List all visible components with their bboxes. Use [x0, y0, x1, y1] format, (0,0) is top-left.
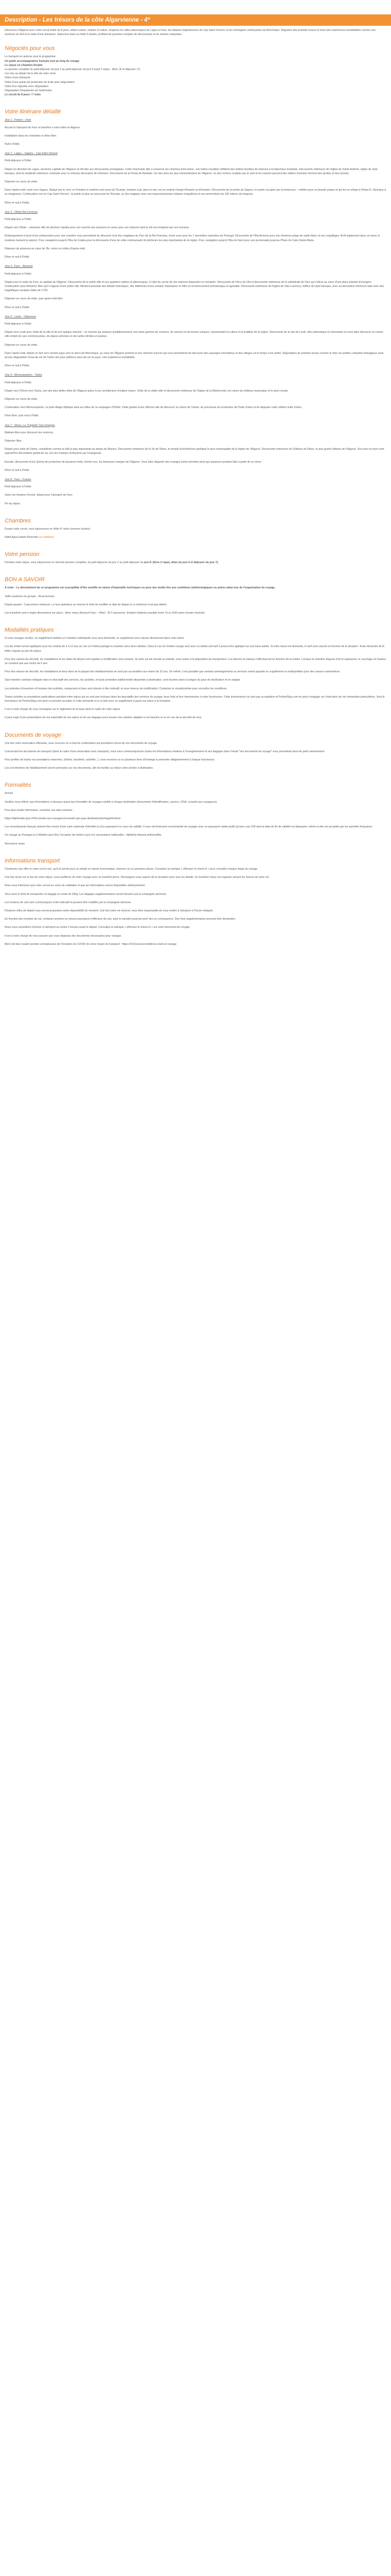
day-paragraph: Dans l'après-midi, route vers Sagres. Balayé par le vent, ce Finistère à extrême sud-ouest de l'Europe, bordant à pic dans la mer, est un endroit chargé d'histoire et d'émotion. Découverte de la pointe de Sagres, en partie occupée par la forteresse – célèbre pour sa beauté unique et qui fut un refuge à l'Infant D. Henrique à sa vengeance. Continuation vers le Cap Saint-Vincent : la pointe la plus au sud-ouest de l'Europe, un lieu magique avec ses impressionnantes falaises irrégulières et son promontoire de 100 mètres de longueur. — [5, 189, 386, 196]
day-block — [5, 373, 386, 418]
info-paragraph: Merci de bien vouloir prendre connaissance de l'évolution de COVID de votre moyen de transport : https://XXX/accès/conditions-covid-en-voyage — [5, 942, 177, 946]
board-text-prefix: Pendant votre séjour, vous séjournerez en formule pension complète, du petit déjeuner du jour 2 au petit déjeuner du — [5, 561, 144, 565]
day-paragraph: Déjeuner en cours de visite. — [5, 397, 38, 401]
modalities-paragraph: Les périodes d'ouverture et horaires des activités, restaurants et bars sont donnés à titre indicatif, et sous réserve de modification. Contactez le réceptionniste pour connaître les conditions. — [5, 687, 227, 690]
day-block — [5, 264, 386, 309]
negotiated-item: Visite d'une quinta de production de fruits avec dégustation — [5, 80, 75, 84]
day-paragraph: Matinée libre pour découvrir les environs. — [5, 431, 54, 434]
day-paragraph: Dîner et nuit à l'hôtel. — [5, 364, 30, 368]
docs-paragraphs — [5, 741, 386, 771]
day-paragraph: Départ pour la visite de Faro, la capitale de l'Algarve. Découverte de la vieille ville et ses quartiers calmes et pittoresques, à l'abri du cercle de ses maisons disposées en remparts. Découverte de l'Arco da Vila et découverte extérieure de la cathédrale de Faro qui s'élève au cœur d'une place plantée d'orangers. Continuation pour Almancil. Bien qu'il s'agisse d'une petite ville, Almancil possède des détails historiques, des bâtiments d'une certaine importance et offre un environnement préhistorique et agréable. Découverte extérieure de l'église de São Lourenço, édifice de style baroque, avec sa décoration intérieure faite avec des magnifiques azulejos datés de 1730. — [5, 280, 384, 293]
docs-paragraph: Concernant les documents de transport (dans le cadre d'une réservation avec transport), nous vous communiquerons toutes les informations relatives à l'enregistrement et aux bagages dans l'email "Vos documents de voyage" vous permettant ainsi de partir sereinement. — [5, 750, 325, 753]
rooms-heading: Chambres — [5, 517, 31, 524]
negotiated-item: Le circuit de 8 jours / 7 nuits — [5, 93, 41, 97]
negotiated-item: Le séjour en Chambre Double — [5, 63, 43, 67]
negotiated-item: Un guide accompagnateur français tout au long du voyage — [5, 59, 79, 63]
modalities-paragraph: Les lits enfant seront appliqués pour les enfants de 2 à 12 ans au cas où l'enfant partage la chambre avec deux adultes. Dans le cas où l'enfant voyage seul avec un adulte soit tarif 3 pourra être appliqué sur une base adulte. Si votre travel est demandé, le tarif sera calculé en fonction de la situation. Toute demande de lit bébé s'ajoute au prix du séjour. — [5, 645, 384, 653]
info-paragraph: Il est à votre charge de vous assurer que vous disposez des documents nécessaires pour voyager. — [5, 934, 122, 938]
day-paragraph: Départ vers Olhão – ancienne ville de pêcheur réputée pour son marché aux poissons et connu pour ses maisons dont le toit est remplacé par une terrasse. — [5, 226, 190, 230]
info-paragraph: Nous vous informons que votre vol est en cours de validation et que les informations seront disponibles ultérieurement. — [5, 884, 146, 888]
negotiated-item: Visite d'un vignoble avec dégustation — [5, 84, 49, 88]
info-paragraphs — [5, 867, 386, 946]
formalities-paragraph: Les ressortissants français doivent être munis d'une carte nationale d'identité ou d'un passeport en cours de validité. Il vous est fortement recommandé de voyager avec un passeport valide plutôt qu'avec une CNI dont la date de fin de validité est dépassée, même si elle est acceptée par les autorités françaises. — [5, 825, 373, 829]
day-block — [5, 423, 386, 472]
info-paragraph: Les horaires de vols sont communiqués à titre indicatif et peuvent être modifiés par la compagnie aérienne. — [5, 901, 132, 904]
negotiated-list — [5, 55, 386, 97]
info-paragraph: En fonction des horaires de vol, certaines arrivées ou retours pourraient s'effectuer de nuit, ainsi le transfert pourrait avoir lieu en conséquence. Des frais supplémentaires pourront être demandés. — [5, 918, 236, 921]
day-block — [5, 151, 386, 205]
day-paragraph: Dans l'après-midi, départ en 4x4 vers l'arrière pays vers la Serra de Monchique, au cœur de l'Algarve profond et ses chemins d'accès qui vous permettront de découvrir des paysages merveilleux et des villages où le temps s'est arrêté. Dégustation de produits locaux comme le miel, les petites compotes biologiques ainsi qu'une dégustation d'eau-de-vie de l'arbre des plus célèbres eaux-de-vie du pays. Une expérience inoubliable. — [5, 351, 384, 359]
itinerary-heading: Votre itinéraire détaillé — [5, 109, 61, 115]
info-paragraph: Une fois arrivé sur le lieu de votre séjour, vous profiterez de votre voyage avec un transfert prévu. Renseignez-vous auprès de la réception pour tous les détails. Un transfert retour est organisé suivant les heures de votre vol. — [5, 876, 270, 879]
day-paragraph: Accueil à l'aéroport de Faro et transfert à votre hôtel en Algarve. — [5, 126, 80, 129]
page-title: Description - Les trésors de la côte Algarvienne - 4* — [5, 17, 150, 23]
day-paragraph: Départ en direction de Lagos, ancienne capitale de l'Algarve et cité liée aux découvertes portugaises. Cette charmante ville a conservé ses charmes d'ancetans ; ses belles murailles reflètent des vieilles bordées de maisons à la blancheur éclatante. Découverte extérieure de l'église de Santo António, église de style baroque, dont la simplicité extérieure contraste avec la richesse décorative de l'intérieur. Découverte de la Ponta da Piedade, l'un des sites les plus extraordinaires de l'Algarve, où des rochers sculptés par le vent et les marées peuvent des milliers d'années forment des grottes et des tunnels. — [5, 167, 378, 175]
day-paragraph: Déjeuner libre. — [5, 439, 22, 443]
day-paragraph: Dîner et nuit à l'hôtel. — [5, 468, 30, 472]
formalities-paragraphs — [5, 791, 386, 845]
modalities-paragraph: Toutes activités ou prestations particulières pendant votre séjour qui ne sont pas incluses dans les descriptifs des services du voyage, leurs frais et leur transmission à notre fournisseur. Cette transmission ne vaut pas acceptation et PerfectStay.com ne peut s'engager sur l'exécution de ces demandes particulières. Seul le fournisseur de PerfectStay.com peut ou prendre accepter si cette demande et à un tarif avec un supplément à payer sur place à la réception. — [5, 695, 385, 703]
formalities-paragraph: Pour plus ample information, consulter aux sites suivants : — [5, 808, 74, 812]
docs-heading: Documents de voyage — [5, 732, 61, 738]
negotiated-item: Dégustation d'équatoriés de madrendes — [5, 89, 52, 93]
modalities-paragraph: Il peut s'agir d'une présentation de vos impératifs de vos séjour et de vos bagages pour trouver une solution adaptée à vos besoins et ce en vue de la sécurité de tous. — [5, 716, 202, 720]
day-title: Jour 5 : Loulé – Vilamoura — [5, 315, 36, 318]
hotel-similar-link[interactable]: (ou similaire) — [39, 536, 54, 539]
formalities-paragraph: https://diplomatie.gouv.fr/fr/conseils-aux-voyageurs/conseils-par-pays-destination/portugal/#entree — [5, 817, 121, 821]
formalities-heading: Formalités — [5, 782, 31, 789]
day-paragraph: Déjeuner en cours de visite, puis après-midi libre. — [5, 297, 63, 301]
day-paragraph: Dîner et nuit à l'hôtel. — [5, 201, 30, 205]
day-title: Jour 6 : Monocarpache – Tavira — [5, 374, 42, 377]
day-paragraph: Petit-déjeuner à l'hôtel. — [5, 272, 32, 276]
info-paragraph: Choisissez une offre et votre vol en une, qu'il se perde pour un simple en classe économique, réservez un ou premiere classe. Consultez la rubrique « effectuer le check-in » pour connaître chaque étape du voyage. — [5, 867, 258, 871]
bon-line: Taille maximum du groupe : 49 personnes — [5, 595, 55, 598]
day-paragraph: Départ vers Loulé pour visite de la ville et de son typique marché – un marché qui propose quotidiennement une vaste gamme de couleurs, de saveurs et de termes uniques, représentant la culture et la tradition de la région. Découverte de la cité de Loulé, ville authentique et charmante où vous allez découvrir un centre-ville rempli de rues commerçantes, de places arborées et de ruelles étroites et pavées. — [5, 331, 384, 338]
day-paragraph: Petit-déjeuner à l'hôtel. — [5, 218, 32, 222]
negotiated-item: Le transport en autocar pour le programme — [5, 55, 56, 59]
formalities-paragraph: Un voyage au Portugal ou à Madère peut être l'occasion de mettre à jour les vaccinations habituelles : diphtérie-tétanos-poliomyélite. — [5, 834, 162, 837]
day-paragraph: Petit-déjeuner à l'hôtel. — [5, 381, 32, 384]
modalities-heading: Modalités pratiques — [5, 627, 54, 634]
modalities-paragraphs — [5, 636, 386, 720]
negotiated-heading: Négociés pour vous — [5, 45, 55, 52]
modalities-paragraph: Sauf mention contraire indiquée dans le descriptif des services, les activités, et toute prestation additionnelle disponible à destination, sont fournies dans la langue du pays de destination et en anglais. — [5, 679, 241, 682]
formalities-paragraph: Veuillez vous référer aux informations ci-dessous quant aux formalités de voyages relatifs à chaque destination (documents d'identification, vaccins, VISA, conseils aux voyageurs). — [5, 800, 218, 804]
day-title: Jour 7 : Silves, La "Capitale" Des Oranges — [5, 423, 55, 427]
day-paragraph: Petit-déjeuner à l'hôtel. — [5, 322, 32, 326]
info-paragraph: Plusieurs villes de départ vous seront proposées selon disponibilité du moment. Une fois votre vol réservé, vous êtes responsable de vous rendre à l'aéroport à l'heure indiquée. — [5, 909, 214, 912]
negotiated-item: Les vins au départ de la ville de votre choix — [5, 72, 56, 76]
day-paragraph: Petit-déjeuner à l'hôtel. — [5, 485, 32, 489]
rooms-text: Durant votre circuit, vous séjournerez en hôtel 4* selon (normes locales). — [5, 527, 91, 531]
day-paragraph: Petit-déjeuner à l'hôtel. — [5, 159, 32, 163]
docs-paragraph: Les coordonnées de l'établissement seront précisées sur vos documents, afin de faciliter au mieux votre arrivée à destination. — [5, 767, 154, 770]
day-block — [5, 478, 386, 506]
main-content — [5, 28, 386, 951]
day-paragraph: Fin du séjour. — [5, 502, 21, 505]
day-title: Jour 1 : France – Faro — [5, 118, 31, 122]
docs-paragraph: Une fois votre réservation effectuée, vous recevrez un e-mail de confirmation qui précédera l'envoi de vos documents de voyage. — [5, 741, 158, 745]
bon-alert — [5, 586, 386, 590]
day-paragraph: Ensuite, découverte d'une Quinta de production de plusieurs fruits, d'entre eux, les fameuses oranges de l'Algarve. Vous allez déguster des oranges (selon période) ainsi que plusieurs produits faits à partir de ce citron. — [5, 460, 262, 464]
day-title: Jour 4 : Faro – Almancil — [5, 265, 33, 268]
board-heading: Votre pension — [5, 551, 40, 558]
modalities-paragraph: Pour des raisons de sécurité, les installations et les dates de départ sont sujettes à modification sans préavis. Si votre vol est annulé ou retardé, vous restez à la disposition du transporteur. Les liaisons en bateau s'effectueront en fonction de la météo. Lorsque la chambre dispose d'un lit superposé, le couchage en hauteur ne convient pas aux moins de 6 ans. — [5, 657, 386, 666]
formalities-paragraph: Assurance repas — [5, 842, 25, 845]
day-paragraph: Dîner et nuit à l'hôtel. — [5, 306, 30, 309]
day-paragraph: Continuation vers Monocarpache, un petit village idyllique situé au milieu de la campagne d'Olhão. Visite guidée d'une officerie afin de découvrir la culture de l'olivier, du processus de production de l'huile d'olive et de déguster cette célèbre huile d'olive. — [5, 406, 302, 410]
day-title: Jour 3 : Olhão Ria Formosa — [5, 210, 38, 214]
negotiated-item: Visite d'une drimaerie — [5, 76, 30, 80]
day-title: Jour 2 : Lagos – Sagres – Cap Saint-Vincent — [5, 152, 58, 156]
negotiated-item: La pension complète du petit-déjeuner du jour 2 au petit-déjeuner du jour 8 (sauf 2 repas : dîner J6 et déjeuner J7) — [5, 68, 140, 72]
info-heading: Informations transport — [5, 857, 60, 864]
day-paragraph: Dîner et nuit à l'hôtel. — [5, 256, 30, 259]
day-paragraph: Nuit à l'hôtel. — [5, 143, 20, 146]
modalities-paragraph: Si vous voyagez seul(e), un supplément tarifaire en chambre individuelle vous sera demandé, ce supplément sera calculé directement dans votre devis. — [5, 637, 185, 640]
day-paragraph: Déjeuner en cours de visite. — [5, 343, 38, 347]
intro-text: Découvrez l'Algarve avec notre circuit étoilé de 8 jours, alliant culture, histoire et nature. Explorez les villes pittoresques de Lagos et Faro, les falaises majestueuses de Cap Saint-Vincent, et les montagnes verdoyantes de Monchique. Dégustez des produits locaux et vivez des expériences inoubliables comme une aventure en 4x4 et la visite d'une drimaerie. Séjournez dans un hôtel 4 étoiles, profitant de journées remplies de découvertes et de soirées relaxantes. — [5, 29, 376, 37]
day-paragraph: Départ pour visite de Silves, considérée comme la ville la plus importante au temps de Mauros. Découverte extérieure de la Sé de Silves, le temple d'architecture gothique le plus remarquable de la région de l'Algarve. Découverte extérieure du Château de Silves, le plus grand château de l'Algarve. Ses tours et murs sont aujourd'hui discordants parfait de sur une les champs verdoyants par l'orangeraie. — [5, 448, 384, 455]
modalities-paragraph: Il est à votre charge de vous renseigner sur le règlement de la base dans le cadre de votre séjour. — [5, 708, 121, 711]
day-block — [5, 118, 386, 146]
bon-alert-text: A noter : Le déroulement de ce programme est susceptible d'être modifié en raison d'impératifs techniques ou pour des motifs liés aux conditions météorologiques ou autres aléas lors de l'organisation du voyage. — [5, 586, 275, 590]
day-paragraph: Dîner libre, puis nuit à l'hôtel. — [5, 414, 39, 418]
day-paragraph: Embarquement à bord d'une embarcation pour une croisière vous permettant de découvrir trois îles magiques du Parc de la Ria Formosa, d'une zone pour les 7 merveilles naturelles du Portugal. Découverte de l'Ilha Armona avec son immense plage de sable blanc et ses coquillages. Arrêt également dans un vieux et modeste (suivant la saison). Puis, navigation jusqu'à l'Ilha da Culatra pour la découverte d'une de cette communauté de pêcheurs les plus importantes de la région. Puis, navigation jusqu'à l'Ilha do Farol pour une promenade jusqu'au Phare du Cabo Santa Maria. — [5, 234, 380, 242]
day-title: Jour 8 : Faro – France — [5, 478, 31, 481]
info-paragraph: Nous vous conseillons d'arriver à l'aéroport au moins 2 heures avant le départ. Consultez la rubrique « effectuer le check-in » sur votre document de voyage. — [5, 926, 190, 929]
itinerary-days — [5, 118, 386, 505]
formalities-paragraph: Arrivée — [5, 792, 13, 795]
board-text — [5, 561, 386, 565]
bon-line: Les transferts sont à régler directement sur place : dîner retour Aéroport Faro – Hôtel : 25 € /personne. Enfants d'attente possible entre 1h et 1h30 selon horaire d'arrivée. — [5, 612, 206, 615]
docs-paragraph: Pour profiter de toutes vos prestations réservées, (hôtels, transferts, activités...), vous recevrez un ou plusieurs bons d'échange à présenter obligatoirement à chaque fournisseur. — [5, 758, 215, 762]
bon-line: Départ garanti : 2 personnes minimum. Le tour-opérateur se réserve le droit de modifier la date de départ si ce minimum n'est pas atteint. — [5, 603, 167, 606]
bon-heading: BON A SAVOIR — [5, 577, 45, 583]
day-paragraph: Déjeuner en cours de visite. — [5, 180, 38, 184]
day-block — [5, 210, 386, 259]
day-paragraph: Départ vers l'Orient vers Tavira, une des plus belles villes de l'Algarve grâce à son architecture d'origine maure. Visite de la vieille ville et découverte extérieure de l'église de la Miséricorde, les ruines du château mauresque et le pont romain. — [5, 389, 289, 393]
modalities-paragraph: Pour des raisons de sécurité, les installations et lieux dans de la plupart des établissements ne sont pas accessibles aux moins de 15 ans. De même, il est possible que certains aménagements ou services soient payants en supplément ou indisponibles pour des raisons saisonnières. — [5, 670, 340, 674]
info-paragraph: Vous avez le droit de transporter un bagage en soute de 20kg. Les bagages supplémentaires seront facturés par la compagnie aérienne. — [5, 892, 167, 896]
day-paragraph: Installation dans les chambres et dîner libre. — [5, 134, 57, 138]
title-banner — [0, 14, 391, 26]
bon-lines — [5, 595, 386, 616]
day-block — [5, 315, 386, 368]
board-text-bold: jour 8. (Hors 2 repas, dîner du jour 6 et déjeuner du jour 7). — [143, 561, 219, 565]
hotel-name — [5, 535, 386, 539]
hotel-name-prefix: Hôtel Agua Hotels Riverside — [5, 536, 39, 539]
day-paragraph: Selon les horaires d'envol, départ pour l'aéroport de Faro. — [5, 494, 73, 497]
day-paragraph: Déjeuner de poissons au cœur de l'île, retour en milieu d'après-midi. — [5, 247, 86, 250]
